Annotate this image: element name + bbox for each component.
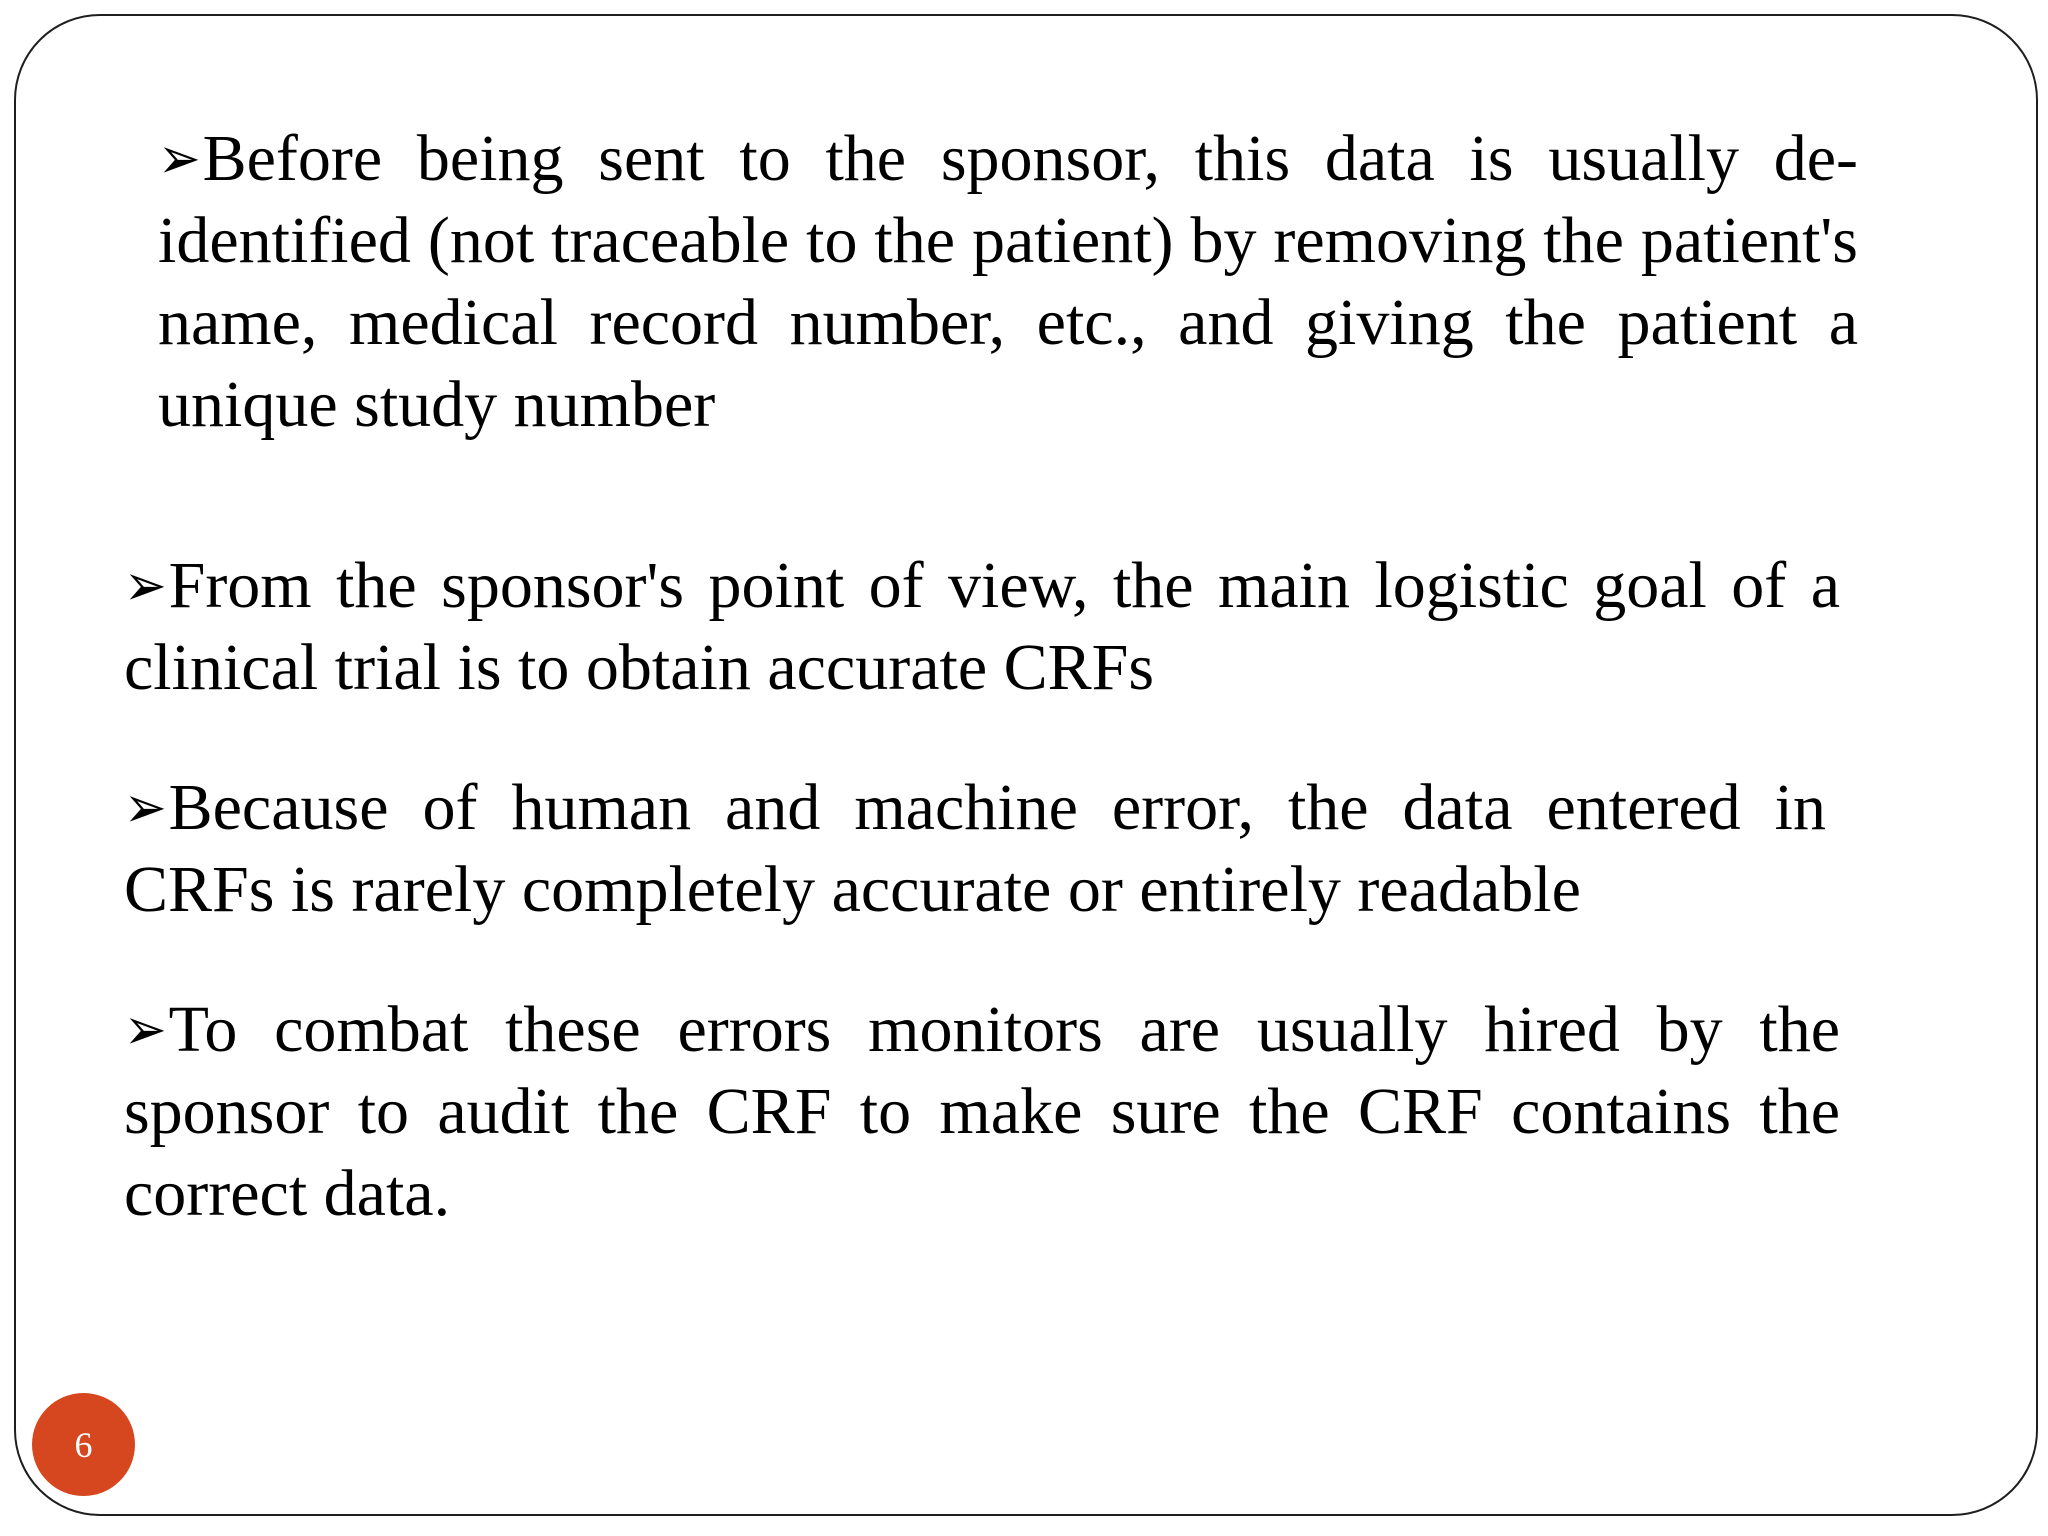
bullet-arrow-icon: ➢ <box>158 124 201 192</box>
bullet-text: Because of human and machine error, the data entered in CRFs is rarely completely accurate or entirely readable <box>124 771 1826 926</box>
bullet-text: To combat these errors monitors are usually hired by the sponsor to audit the CRF to make sure the CRF contains the correct data. <box>124 993 1840 1230</box>
bullet-text: Before being sent to the sponsor, this data is usually de-identified (not traceable to the patient) by removing the patient's name, medical record number, etc., and giving the patient a unique study number <box>158 122 1858 441</box>
bullet-item <box>124 544 1840 709</box>
bullet-item <box>158 117 1858 446</box>
bullet-arrow-icon: ➢ <box>124 995 167 1063</box>
bullet-arrow-icon: ➢ <box>124 551 167 619</box>
page-number: 6 <box>74 1424 93 1465</box>
page-number-badge <box>32 1393 135 1496</box>
bullet-item <box>124 988 1840 1235</box>
bullet-text: From the sponsor's point of view, the main logistic goal of a clinical trial is to obtain accurate CRFs <box>124 549 1840 704</box>
bullet-item <box>124 766 1826 931</box>
bullet-arrow-icon: ➢ <box>124 773 167 841</box>
